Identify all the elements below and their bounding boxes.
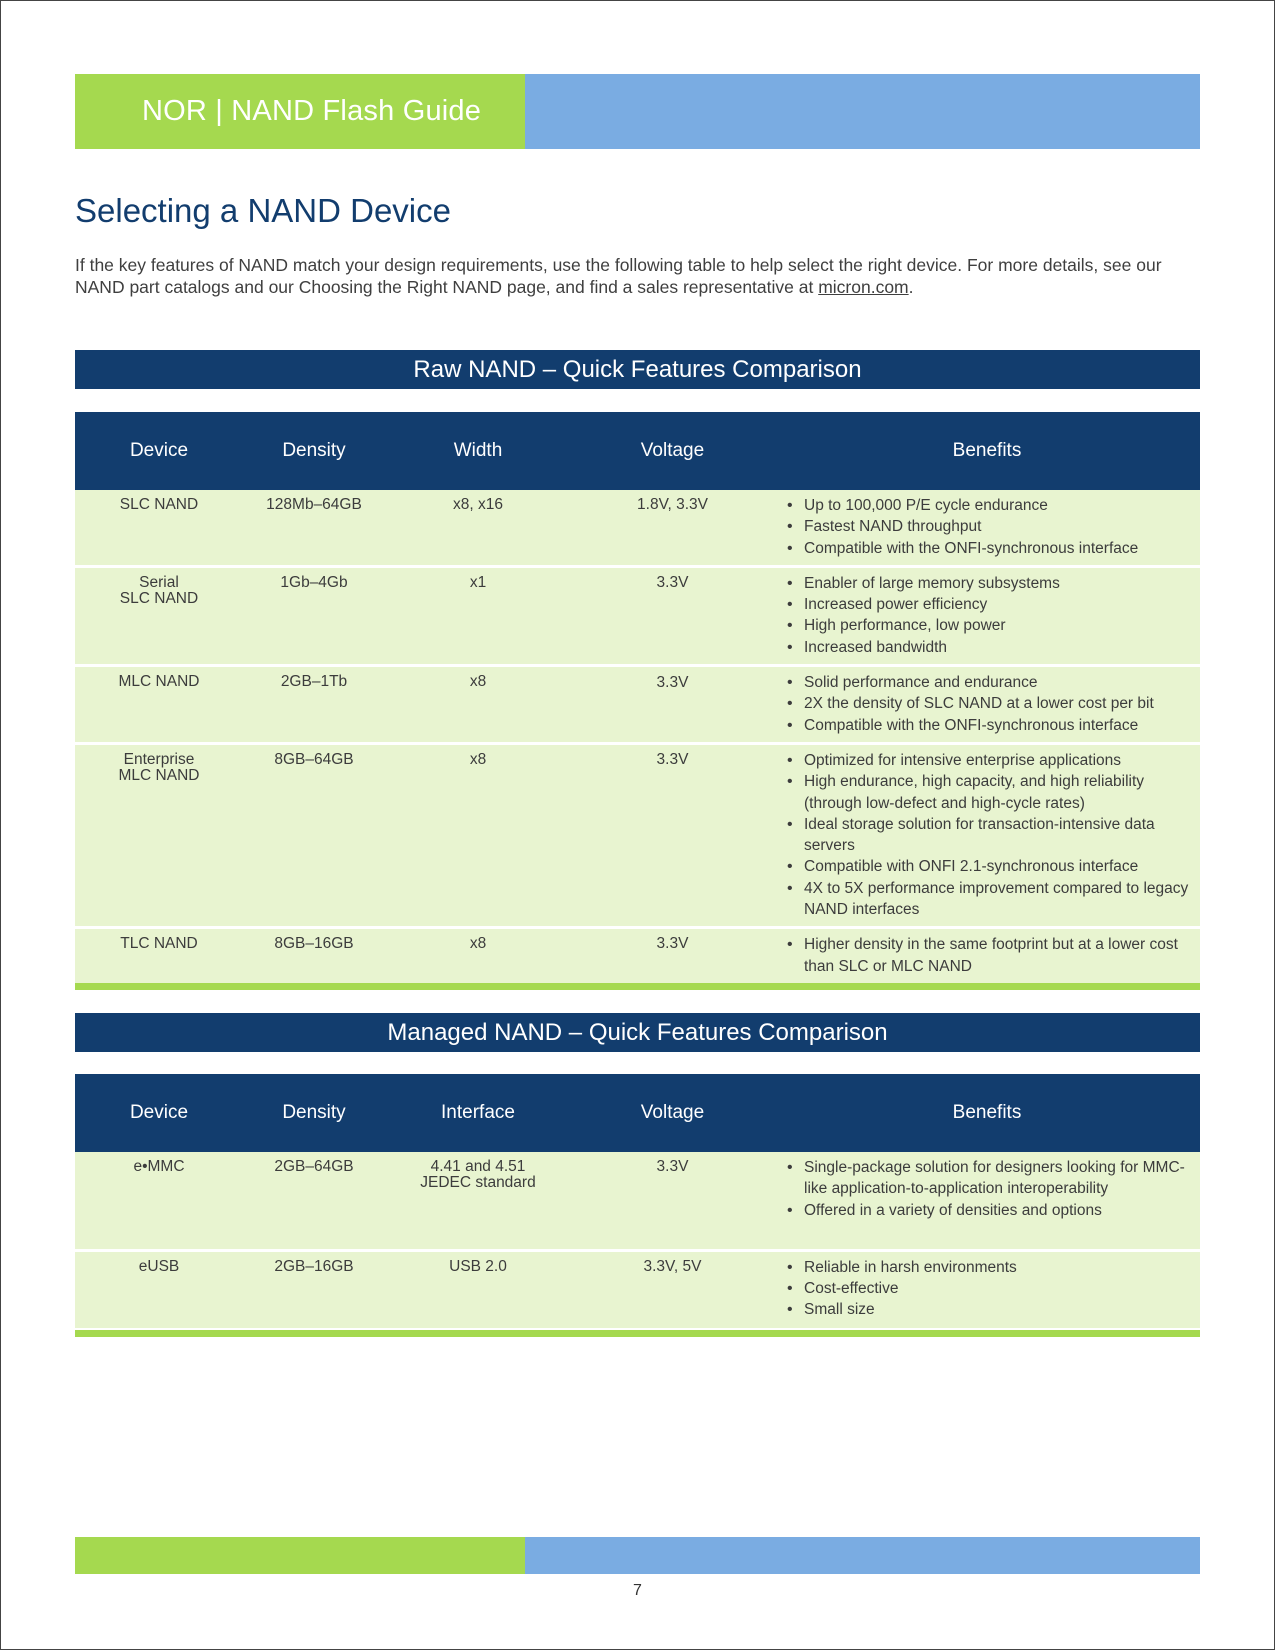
header-blue-block (525, 74, 1200, 149)
header-voltage: Voltage (571, 412, 774, 490)
cell-benefits (774, 490, 1200, 566)
raw-nand-header-row (75, 412, 1200, 490)
cell-density: 2GB–16GB (243, 1250, 385, 1328)
managed-nand-table (75, 1074, 1200, 1328)
benefit-item: • Compatible with the ONFI-synchronous interface (784, 715, 1194, 736)
cell-voltage: 3.3V (571, 566, 774, 665)
cell-benefits (774, 928, 1200, 984)
cell-voltage: 3.3V, 5V (571, 1250, 774, 1328)
benefit-item: • Single-package solution for designers looking for MMC-like application-to-application interoperability (784, 1157, 1194, 1200)
benefits-list (784, 573, 1194, 658)
table-row (75, 566, 1200, 665)
benefit-item: • Increased power efficiency (784, 594, 1194, 615)
benefit-item: • 4X to 5X performance improvement compared to legacy NAND interfaces (784, 878, 1194, 921)
cell-device (75, 1250, 243, 1328)
raw-nand-table (75, 412, 1200, 984)
table-row (75, 666, 1200, 744)
device-line: SLC NAND (119, 589, 199, 607)
benefit-item: • Compatible with ONFI 2.1-synchronous interface (784, 856, 1194, 877)
cell-device (75, 928, 243, 984)
benefit-item: • Up to 100,000 P/E cycle endurance (784, 495, 1194, 516)
header-voltage: Voltage (571, 1074, 774, 1152)
header-device: Device (75, 412, 243, 490)
device-line: SLC NAND (119, 496, 199, 513)
table-row (75, 743, 1200, 927)
cell-interface (385, 1152, 571, 1250)
cell-density: 8GB–64GB (243, 743, 385, 927)
benefits-list (784, 672, 1194, 736)
cell-device (75, 743, 243, 927)
benefits-list (784, 1157, 1194, 1221)
table-row (75, 1250, 1200, 1328)
benefit-item: • Ideal storage solution for transaction-intensive data servers (784, 814, 1194, 857)
header-width: Width (385, 412, 571, 490)
cell-device (75, 490, 243, 566)
benefit-item: • High endurance, high capacity, and high reliability (through low-defect and high-cycle rates) (784, 771, 1194, 814)
device-line: e•MMC (133, 1158, 185, 1175)
benefit-item: • Increased bandwidth (784, 637, 1194, 658)
intro-text: If the key features of NAND match your design requirements, use the following table to help select the right device. For more details, see our NAND part catalogs and our Choosing the Right NAND page, and find a sales representative at (75, 255, 1162, 297)
managed-nand-header-row (75, 1074, 1200, 1152)
header-benefits: Benefits (774, 412, 1200, 490)
header-density: Density (243, 1074, 385, 1152)
benefit-item: • 2X the density of SLC NAND at a lower cost per bit (784, 693, 1194, 714)
cell-device (75, 566, 243, 665)
table-row (75, 928, 1200, 984)
benefit-item: • Optimized for intensive enterprise applications (784, 750, 1194, 771)
cell-density: 1Gb–4Gb (243, 566, 385, 665)
device-line: MLC NAND (118, 766, 200, 784)
benefit-item: • Solid performance and endurance (784, 672, 1194, 693)
guide-title: NOR | NAND Flash Guide (142, 95, 482, 127)
benefits-list (784, 1257, 1194, 1321)
footer-green-block (75, 1537, 525, 1574)
benefit-item: • Offered in a variety of densities and options (784, 1200, 1194, 1221)
cell-width: x1 (385, 566, 571, 665)
footer-blue-block (525, 1537, 1200, 1574)
benefits-list (784, 934, 1194, 977)
raw-nand-title: Raw NAND – Quick Features Comparison (75, 350, 1200, 389)
raw-nand-bottom-rule (75, 983, 1200, 990)
benefit-item: • Compatible with the ONFI-synchronous interface (784, 538, 1194, 559)
cell-voltage: 3.3V (571, 743, 774, 927)
cell-density: 2GB–1Tb (243, 666, 385, 744)
cell-device (75, 666, 243, 744)
cell-density: 8GB–16GB (243, 928, 385, 984)
page-heading: Selecting a NAND Device (75, 192, 451, 229)
cell-interface (385, 1250, 571, 1328)
device-line: MLC NAND (118, 673, 200, 691)
benefits-list (784, 750, 1194, 920)
header-interface: Interface (385, 1074, 571, 1152)
cell-device (75, 1152, 243, 1250)
cell-density: 2GB–64GB (243, 1152, 385, 1250)
cell-benefits (774, 666, 1200, 744)
cell-benefits (774, 1250, 1200, 1328)
cell-width: x8 (385, 928, 571, 984)
header-green-block (75, 74, 525, 149)
cell-density: 128Mb–64GB (243, 490, 385, 566)
cell-voltage: 3.3V (571, 1152, 774, 1250)
cell-voltage: 3.3V (571, 666, 774, 744)
device-line: TLC NAND (120, 935, 198, 953)
cell-benefits (774, 566, 1200, 665)
benefit-item: • High performance, low power (784, 615, 1194, 636)
cell-width: x8 (385, 666, 571, 744)
table-row (75, 1152, 1200, 1250)
header-benefits: Benefits (774, 1074, 1200, 1152)
micron-link[interactable]: micron.com (818, 277, 909, 297)
page-number: 7 (633, 1582, 642, 1599)
cell-voltage: 3.3V (571, 928, 774, 984)
benefits-list (784, 495, 1194, 559)
managed-nand-bottom-rule (75, 1330, 1200, 1337)
header-band (75, 74, 1200, 149)
benefit-item: • Cost-effective (784, 1278, 1194, 1299)
device-line: Enterprise (123, 750, 195, 768)
benefit-item: • Higher density in the same footprint but at a lower cost than SLC or MLC NAND (784, 934, 1194, 977)
cell-benefits (774, 1152, 1200, 1250)
footer-band (75, 1537, 1200, 1574)
benefit-item: • Small size (784, 1299, 1194, 1320)
header-density: Density (243, 412, 385, 490)
intro-paragraph (75, 254, 1203, 298)
benefit-item: • Enabler of large memory subsystems (784, 573, 1194, 594)
device-line: Serial (139, 573, 179, 591)
device-line: eUSB (138, 1257, 180, 1275)
cell-voltage: 1.8V, 3.3V (571, 490, 774, 566)
interface-line: 4.41 and 4.51 (430, 1158, 526, 1175)
interface-line: USB 2.0 (449, 1257, 507, 1275)
benefit-item: • Reliable in harsh environments (784, 1257, 1194, 1278)
table-row (75, 490, 1200, 566)
intro-end: . (908, 277, 914, 297)
managed-nand-title: Managed NAND – Quick Features Comparison (75, 1013, 1200, 1052)
cell-width: x8, x16 (385, 490, 571, 566)
cell-width: x8 (385, 743, 571, 927)
header-device: Device (75, 1074, 243, 1152)
cell-benefits (774, 743, 1200, 927)
benefit-item: • Fastest NAND throughput (784, 516, 1194, 537)
interface-line: JEDEC standard (420, 1174, 536, 1191)
